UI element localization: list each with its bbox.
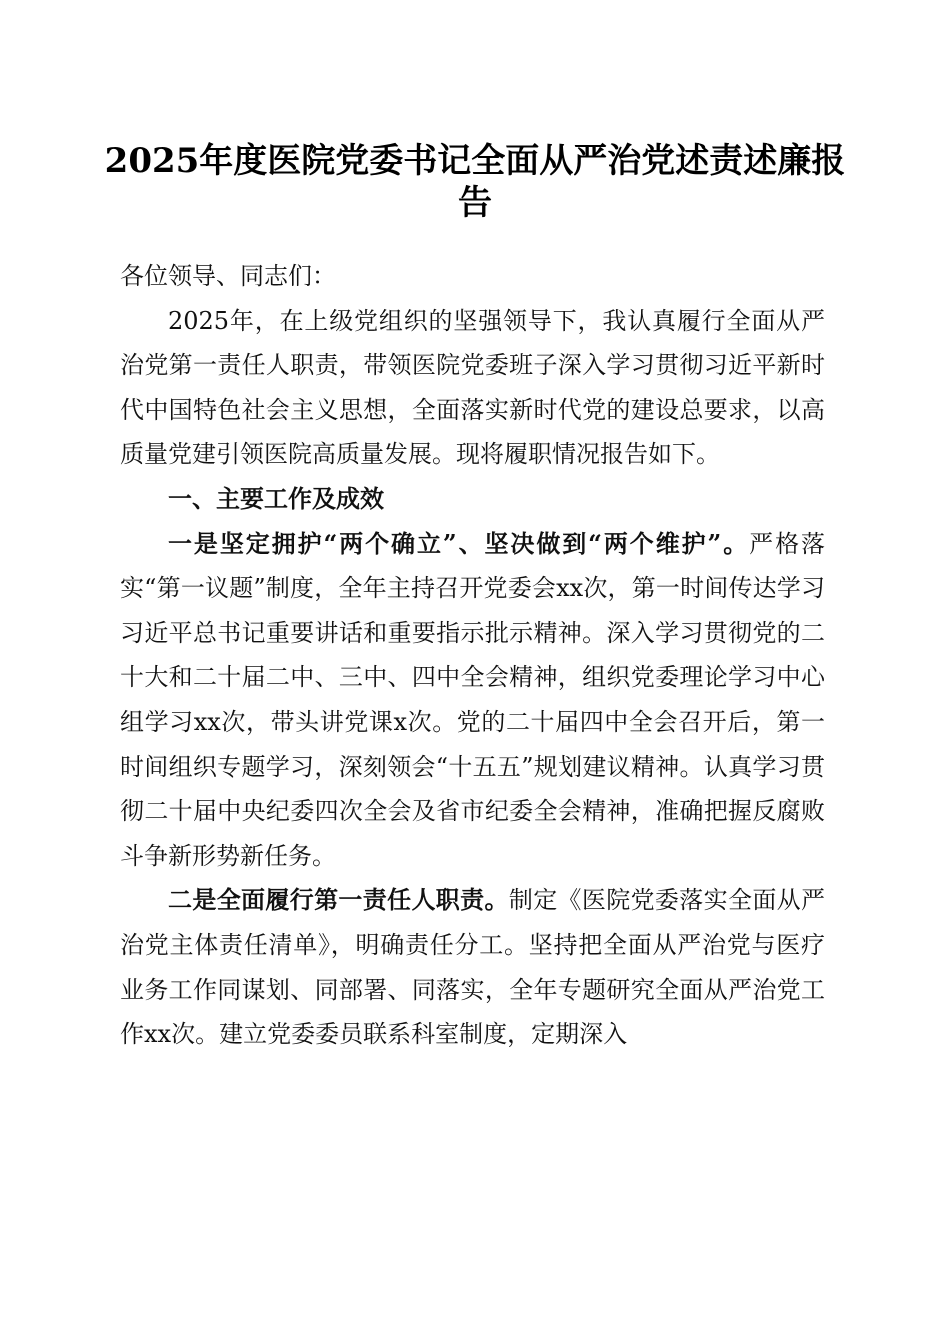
section-heading: 一、主要工作及成效 [168, 484, 384, 513]
item-2-text: 制定《医院党委落实全面从严治党主体责任清单》，明确责任分工。坚持把全面从严治党与医疗业务工作同谋划、同部署、同落实，全年专题研究全面从严治党工作xx次。建立党委委员联系科室制度，定期深入 [120, 886, 826, 1049]
document-body [120, 254, 825, 1057]
document-title: 2025年度医院党委书记全面从严治党述责述廉报告 [104, 141, 846, 223]
item-1-text: 严格落实“第一议题”制度，全年主持召开党委会xx次，第一时间传达学习习近平总书记重要讲话和重要指示批示精神。深入学习贯彻党的二十大和二十届二中、三中、四中全会精神，组织党委理论学习中心组学习xx次，带头讲党课x次。党的二十届四中全会召开后，第一时间组织专题学习，深刻领会“十五五”规划建议精神。认真学习贯彻二十届中央纪委四次全会及省市纪委全会精神，准确把握反腐败斗争新形势新任务。 [120, 529, 826, 870]
paragraph-item-2 [120, 878, 825, 1056]
salutation: 各位领导、同志们： [120, 262, 336, 290]
intro-paragraph: 2025年，在上级党组织的坚强领导下，我认真履行全面从严治党第一责任人职责，带领医院党委班子深入学习贯彻习近平新时代中国特色社会主义思想，全面落实新时代党的建设总要求，以高质量党建引领医院高质量发展。现将履职情况报告如下。 [120, 306, 825, 469]
paragraph-item-1 [120, 522, 825, 879]
item-2-lead: 二是全面履行第一责任人职责。 [168, 885, 509, 915]
item-1-lead: 一是坚定拥护“两个确立”、坚决做到“两个维护”。 [168, 528, 750, 558]
